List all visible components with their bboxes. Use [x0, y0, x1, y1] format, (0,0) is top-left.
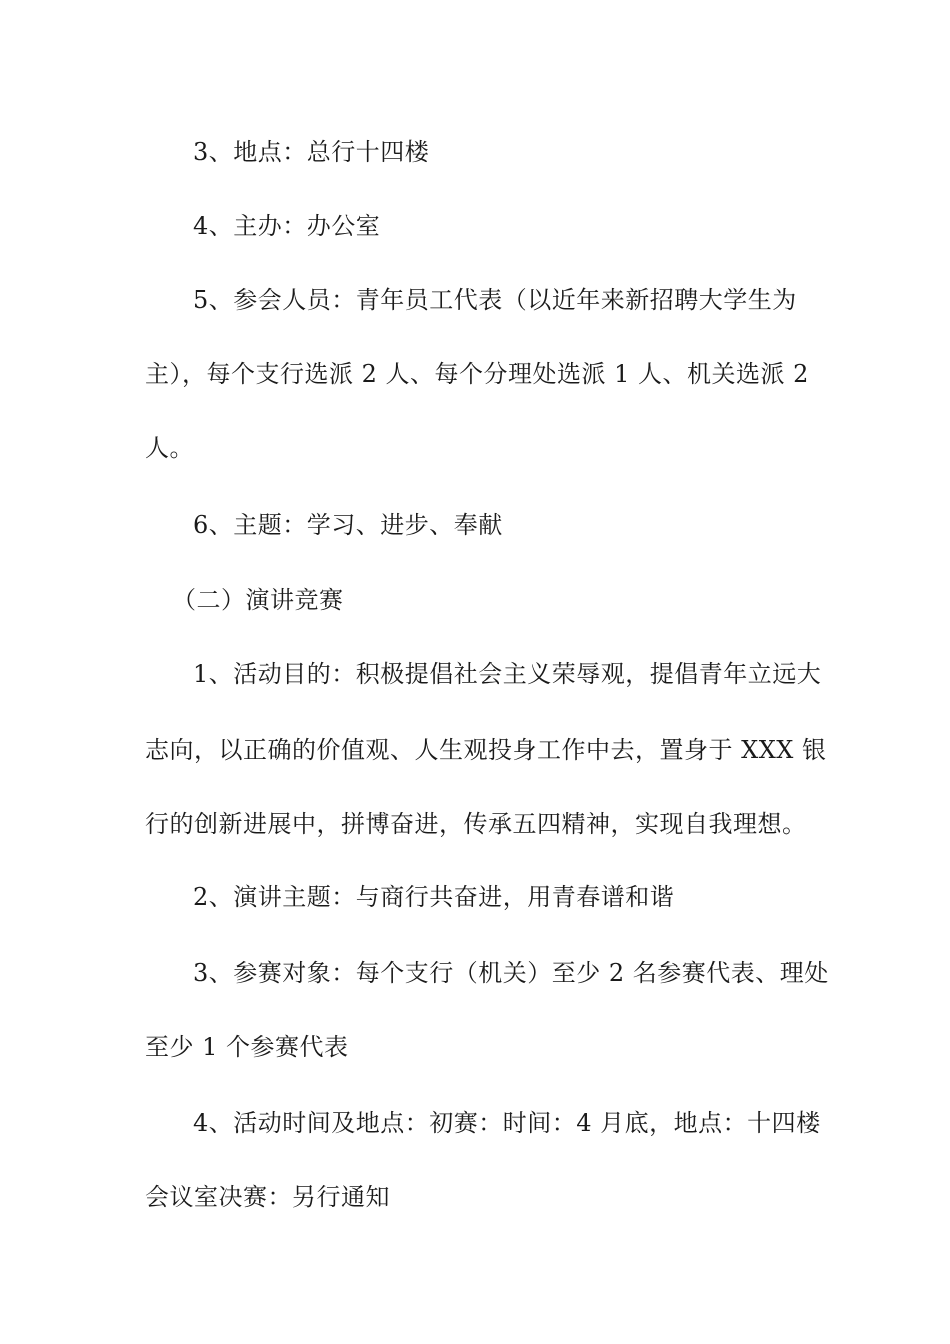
item-theme: 6、主题：学习、进步、奉献 [193, 511, 503, 539]
item-speech-theme: 2、演讲主题：与商行共奋进，用青春谱和谐 [193, 883, 675, 911]
item-time-place: 4、活动时间及地点：初赛：时间：4 月底，地点：十四楼 [193, 1109, 821, 1137]
item-purpose: 1、活动目的：积极提倡社会主义荣辱观，提倡青年立远大 [193, 660, 822, 688]
item-time-place-cont: 会议室决赛：另行通知 [145, 1183, 390, 1211]
item-participants-cont-2: 人。 [145, 434, 194, 462]
item-purpose-cont-2: 行的创新进展中，拼博奋进，传承五四精神，实现自我理想。 [145, 810, 807, 838]
item-contestants: 3、参赛对象：每个支行（机关）至少 2 名参赛代表、理处 [193, 959, 829, 987]
item-participants-cont-1: 主），每个支行选派 2 人、每个分理处选派 1 人、机关选派 2 [145, 360, 809, 388]
item-purpose-cont-1: 志向，以正确的价值观、人生观投身工作中去，置身于 XXX 银 [145, 736, 827, 764]
item-organizer: 4、主办：办公室 [193, 212, 381, 240]
item-contestants-cont: 至少 1 个参赛代表 [145, 1033, 349, 1061]
item-location: 3、地点：总行十四楼 [193, 138, 430, 166]
item-participants: 5、参会人员：青年员工代表（以近年来新招聘大学生为 [193, 286, 797, 314]
section-heading-speech-contest: （二）演讲竞赛 [172, 586, 344, 614]
